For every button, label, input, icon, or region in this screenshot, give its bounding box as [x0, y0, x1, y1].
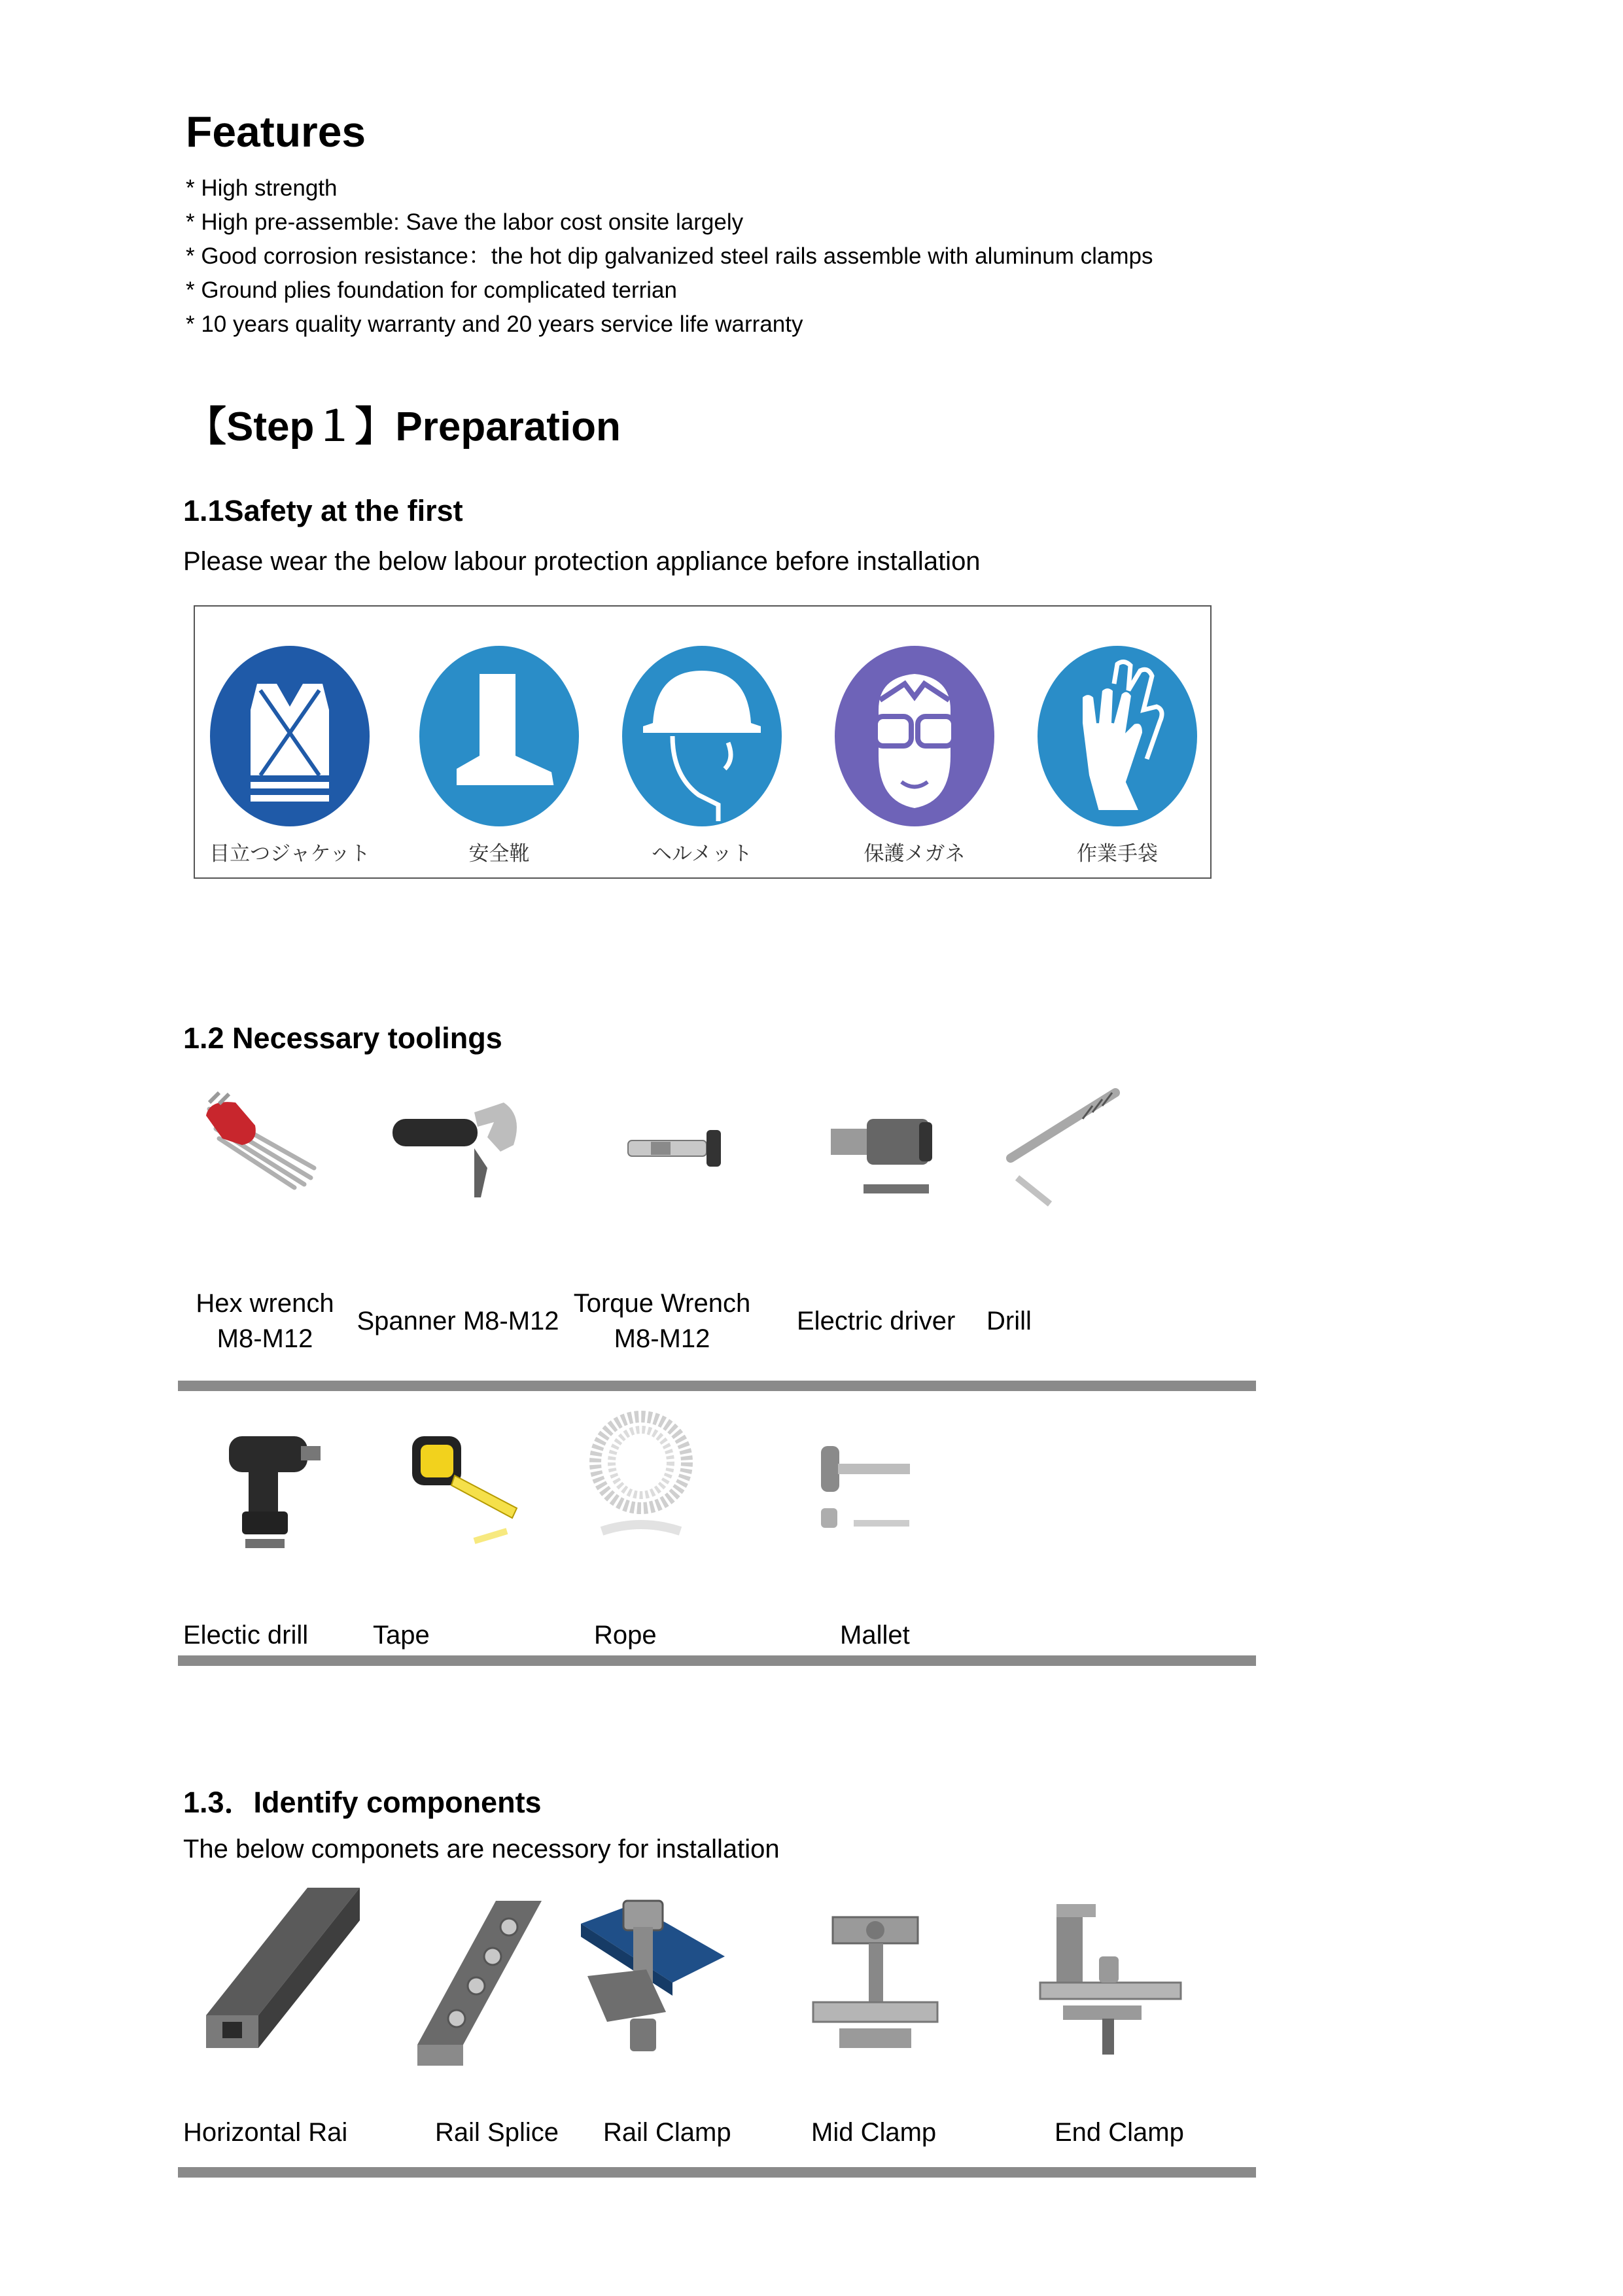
hex-wrench-icon: [196, 1089, 327, 1194]
torque-wrench-icon: [625, 1122, 733, 1174]
rail-splice-icon: [411, 1894, 545, 2068]
components-heading: 1.3．Identify components: [183, 1786, 542, 1819]
rail-clamp-icon: [568, 1898, 728, 2055]
section-divider: [178, 1655, 1256, 1666]
feature-item: * 10 years quality warranty and 20 years service life warranty: [186, 311, 803, 337]
component-label-end-clamp: End Clamp: [1055, 2118, 1184, 2147]
ppe-item-goggles: [820, 607, 1009, 877]
tool-label-line: Spanner M8-M12: [357, 1307, 559, 1335]
component-label-rail-clamp: Rail Clamp: [603, 2118, 731, 2147]
tool-label-line: Electric driver: [797, 1307, 956, 1335]
boot-icon: [417, 645, 581, 828]
horizontal-rail-icon: [203, 1884, 363, 2055]
mallet-icon: [814, 1436, 926, 1534]
ppe-label: 目立つジャケット: [209, 842, 370, 866]
ppe-label: 安全靴: [468, 842, 530, 866]
tool-label-line: M8-M12: [217, 1324, 313, 1353]
component-label-horizontal-rail: Horizontal Rai: [183, 2118, 348, 2147]
tool-label-drill: [986, 1303, 1117, 1339]
ppe-item-helmet: [607, 607, 797, 877]
tool-label-line: M8-M12: [614, 1324, 710, 1353]
helmet-icon: [620, 645, 784, 828]
toolings-heading: 1.2 Necessary toolings: [183, 1021, 502, 1055]
features-list: [186, 171, 1153, 342]
features-heading: Features: [186, 107, 366, 156]
feature-item: * Ground plies foundation for complicated terrian: [186, 277, 677, 303]
tool-label-spanner: [347, 1303, 569, 1339]
section-divider: [178, 2167, 1256, 2178]
ppe-item-vest: [195, 607, 385, 877]
ppe-panel: [194, 605, 1212, 879]
tape-measure-icon: [402, 1426, 523, 1551]
tool-label-line: Torque Wrench: [573, 1289, 751, 1318]
tool-label-torque-wrench: [564, 1286, 760, 1356]
tool-label-tape: Tape: [373, 1621, 430, 1650]
electric-drill-icon: [216, 1426, 327, 1551]
tool-label-electric-drill: Electic drill: [183, 1621, 309, 1650]
spanner-icon: [389, 1086, 527, 1204]
electric-driver-icon: [828, 1106, 939, 1197]
tool-label-electric-driver: [797, 1303, 993, 1339]
feature-item: * Good corrosion resistance：the hot dip galvanized steel rails assemble with aluminum clamps: [186, 243, 1153, 269]
rope-icon: [582, 1407, 700, 1544]
vest-icon: [208, 645, 372, 828]
tool-label-rope: Rope: [594, 1621, 657, 1650]
section-divider: [178, 1381, 1256, 1391]
ppe-label: 作業手袋: [1077, 842, 1158, 866]
components-text: The below componets are necessory for installation: [183, 1835, 780, 1863]
tool-label-mallet: Mallet: [840, 1621, 910, 1650]
tool-label-hex-wrench: [183, 1286, 347, 1356]
component-label-mid-clamp: Mid Clamp: [811, 2118, 937, 2147]
component-label-rail-splice: Rail Splice: [435, 2118, 559, 2147]
ppe-item-boot: [404, 607, 594, 877]
tool-label-line: Drill: [986, 1307, 1032, 1335]
ppe-label: 保護メガネ: [864, 842, 966, 866]
step1-heading: 【Step１】Preparation: [186, 404, 621, 450]
feature-item: * High strength: [186, 175, 338, 201]
ppe-label: ヘルメット: [651, 842, 753, 866]
safety-text: Please wear the below labour protection appliance before installation: [183, 547, 981, 576]
ppe-item-gloves: [1022, 607, 1212, 877]
gloves-icon: [1036, 645, 1199, 828]
mid-clamp-icon: [810, 1911, 941, 2055]
end-clamp-icon: [1037, 1898, 1187, 2058]
safety-heading: 1.1Safety at the first: [183, 494, 463, 527]
feature-item: * High pre-assemble: Save the labor cost onsite largely: [186, 209, 744, 235]
tool-label-line: Hex wrench: [196, 1289, 334, 1318]
drill-bit-icon: [1004, 1080, 1128, 1210]
goggles-icon: [833, 645, 996, 828]
